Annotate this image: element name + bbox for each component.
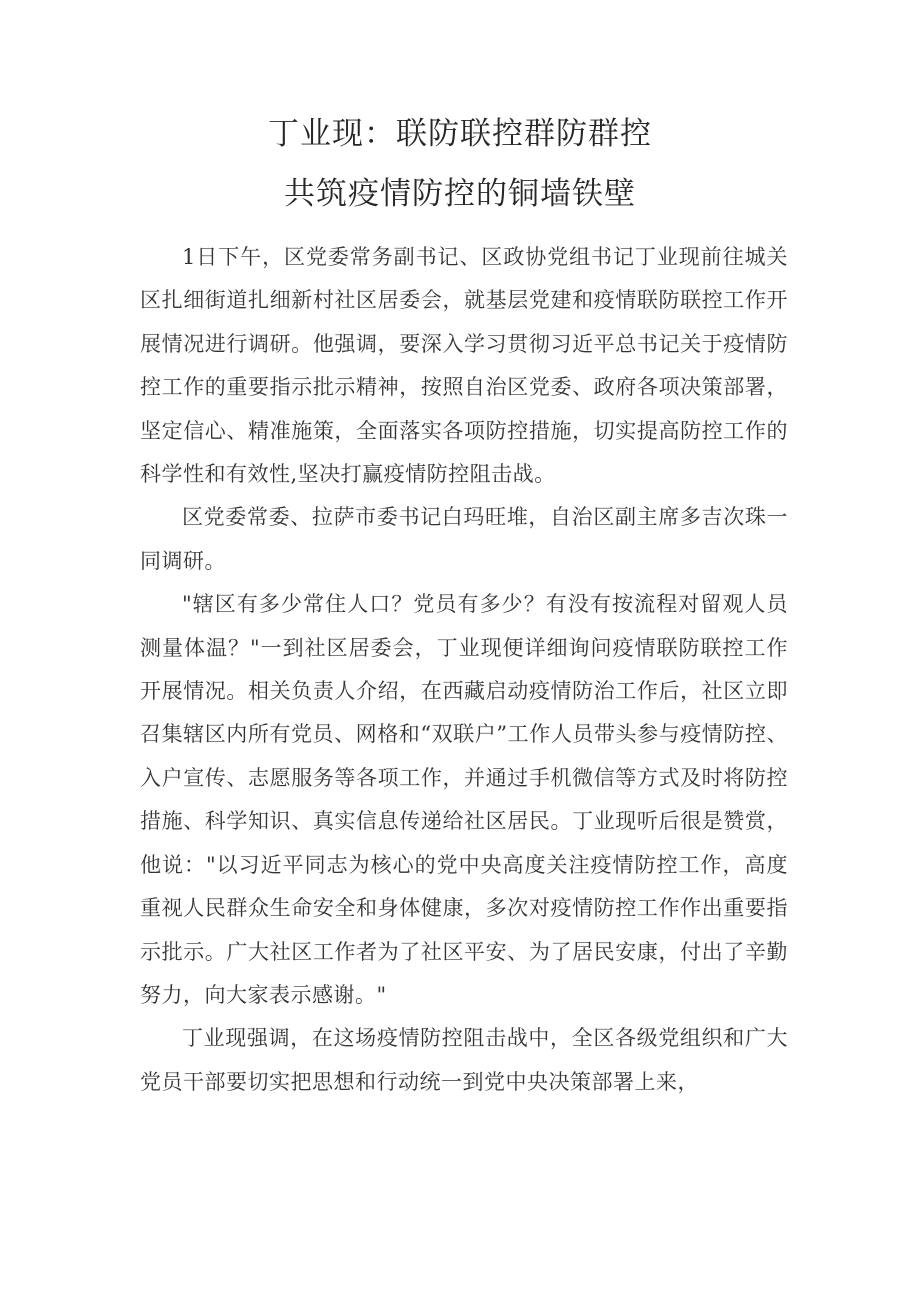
document-title-line-1: 丁业现：联防联控群防群控 — [268, 116, 652, 152]
paragraph-2: 区党委常委、拉萨市委书记白玛旺堆，自治区副主席多吉次珠一同调研。 — [140, 505, 788, 573]
paragraph-4: 丁业现强调，在这场疫情防控阻击战中，全区各级党组织和广大党员干部要切实把思想和行动统一到党中央决策部署上来， — [140, 1026, 788, 1094]
paragraph-1: 1日下午，区党委常务副书记、区政协党组书记丁业现前往城关区扎细街道扎细新村社区居委会，就基层党建和疫情联防联控工作开展情况进行调研。他强调，要深入学习贯彻习近平总书记关于疫情防控工作的重要指示批示精神，按照自治区党委、政府各项决策部署，坚定信心、精准施策，全面落实各项防控措施，切实提高防控工作的科学性和有效性,坚决打赢疫情防控阻击战。 — [140, 245, 788, 487]
paragraph-3: "辖区有多少常住人口？党员有多少？有没有按流程对留观人员测量体温？"一到社区居委会，丁业现便详细询问疫情联防联控工作开展情况。相关负责人介绍，在西藏启动疫情防治工作后，社区立即召集辖区内所有党员、网格和“双联户”工作人员带头参与疫情防控、入户宣传、志愿服务等各项工作，并通过手机微信等方式及时将防控措施、科学知识、真实信息传递给社区居民。丁业现听后很是赞赏，他说："以习近平同志为核心的党中央高度关注疫情防控工作，高度重视人民群众生命安全和身体健康，多次对疫情防控工作作出重要指示批示。广大社区工作者为了社区平安、为了居民安康，付出了辛勤努力，向大家表示感谢。" — [140, 592, 788, 1007]
document-title-line-2: 共筑疫情防控的铜墙铁壁 — [284, 176, 636, 212]
document-body — [140, 236, 788, 1104]
